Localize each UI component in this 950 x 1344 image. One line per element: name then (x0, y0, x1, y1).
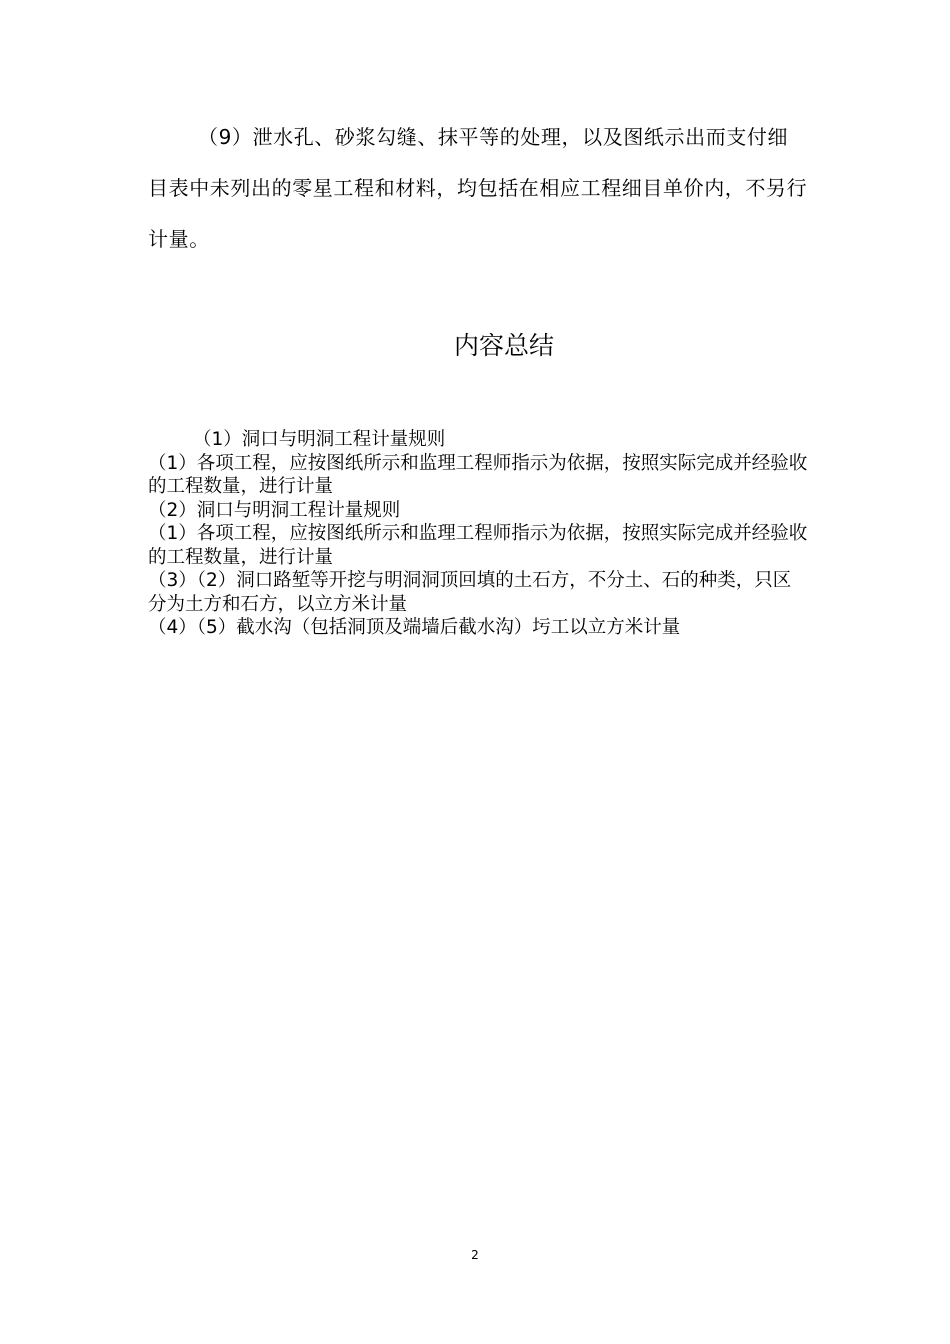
paragraph-9: （9）泄水孔、砂浆勾缝、抹平等的处理，以及图纸示出而支付细目表中未列出的零星工程和材料，均包括在相应工程细目单价内，不另行计量。 (148, 125, 808, 251)
summary-line: （1）各项工程，应按图纸所示和监理工程师指示为依据，按照实际完成并经验收的工程数量，进行计量 (148, 523, 808, 568)
summary-title: 内容总结 (453, 331, 554, 360)
summary-line: （3）（2）洞口路堑等开挖与明洞洞顶回填的土石方，不分土、石的种类，只区分为土方和石方，以立方米计量 (148, 570, 792, 615)
summary-list (148, 428, 808, 640)
summary-line: （1）洞口与明洞工程计量规则 (193, 429, 446, 450)
summary-line: （2）洞口与明洞工程计量规则 (148, 499, 401, 521)
summary-line: （4）（5）截水沟（包括洞顶及端墙后截水沟）圬工以立方米计量 (148, 617, 681, 638)
summary-line: （1）各项工程，应按图纸所示和监理工程师指示为依据，按照实际完成并经验收的工程数量，进行计量 (148, 452, 808, 497)
page-number: 2 (471, 1248, 479, 1262)
